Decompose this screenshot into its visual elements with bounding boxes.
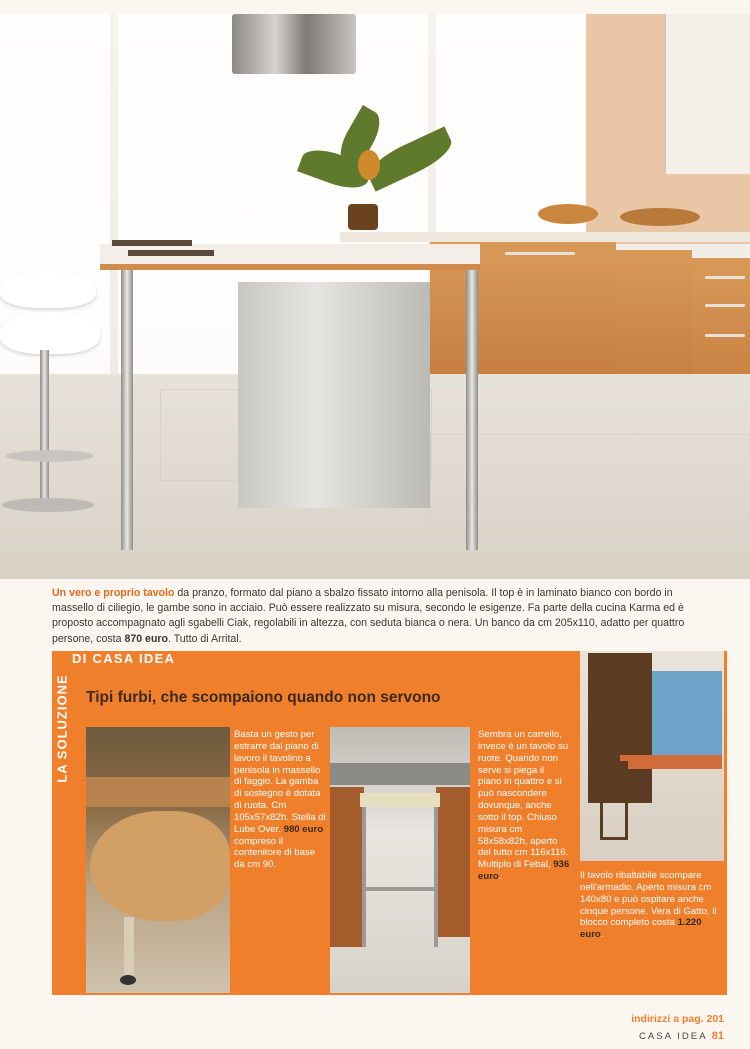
caption-text: da pranzo, formato dal piano a sbalzo fissato intorno alla penisola. Il top è in laminato bianco con bordo in massello di ciliegio, le gambe sono in acciaio. Può essere realizzato su misura, secondo le esigenze. Fa parte della cucina Karma ed è proposto accompagnato agli sgabelli Ciak, regolabili in altezza, con seduta bianca o nera. Un banco da cm 205x110, adatto per quattro persone, costa [52,587,685,645]
photo-caption [52,586,692,647]
page-number: 81 [711,1030,724,1042]
countertop [340,232,750,242]
trolley-leg [362,807,366,947]
trolley-shelf [364,887,436,891]
cabinet [330,787,364,947]
counter [86,777,230,807]
placemat [112,240,192,246]
fruit-bowl [538,204,598,224]
stool-seat [0,312,100,354]
photo-fold-down-table [580,651,724,861]
plant-flower [358,150,380,180]
cabinet-handle [705,304,745,307]
table-leg [124,917,134,981]
stool-base [2,498,94,512]
feature-title: Tipi furbi, che scompaiono quando non servono [86,689,441,706]
item2-body: Sembra un carrello, invece è un tavolo su ruote. Quando non serve si piega il piano in quattro e si può nascondere dovunque, anche sotto il top. Chiuso misura cm 58x58x82h, aperto del tutto cm 116x116. Multiplo di Febal, [478,729,569,871]
trolley-top [360,793,440,807]
table-leg [466,270,478,550]
table-leg [121,270,133,550]
extractor-hood [232,14,356,74]
stool-column [40,350,49,500]
caption-lead: Un vero e proprio tavolo [52,587,175,599]
photo-trolley-table [330,727,470,993]
folio [639,1030,724,1042]
item3-tail: . [600,929,604,941]
caption-tail: . Tutto di Arrital. [168,632,242,645]
item2-tail: . [498,871,502,883]
chair [600,761,628,840]
hob [330,763,470,785]
photo-pullout-table [86,727,230,993]
item2-text [478,729,570,883]
item1-body: Basta un gesto per estrarre dal piano di lavoro il tavolino a penisola in massello di faggio. La gamba di sostegno è dotata di ruota. Cm 105x57x82h. Stella di Lube Over. [234,729,326,835]
table-top [620,755,722,769]
steel-panel [238,282,430,508]
section-label: DI CASA IDEA [72,651,176,666]
item3-text [580,870,720,941]
blue-cabinet [652,671,722,761]
hero-kitchen-photo [0,14,750,579]
item3-price: 1.220 euro [580,917,702,941]
side-label [52,651,72,811]
item1-price: 980 euro [283,823,324,835]
wall-cabinet [664,14,750,174]
cabinet-handle [705,276,745,279]
fruit-bowl [620,208,700,226]
table-top [100,244,480,270]
item2-price: 936 euro [478,859,570,883]
caption-price: 870 euro [124,632,169,645]
stool-base [6,450,94,462]
item1-tail: compreso il contenitore di base da cm 90. [234,835,316,871]
magazine-name: CASA IDEA [638,1031,708,1042]
item1-text [234,729,326,871]
floor-tile [430,434,750,526]
side-label-text: LA SOLUZIONE [54,674,70,783]
stool-seat [0,272,96,308]
item3-body: Il tavolo ribaltabile scompare nell'armadio. Aperto misura cm 140x80 e può ospitare anche cinque persone. Vera di Gatto, il blocco completo costa [580,870,717,929]
address-reference: indirizzi a pag. 201 [631,1013,724,1025]
table-top [90,811,230,921]
wheel [120,975,136,985]
cabinet-handle [505,252,575,255]
plant-pot [348,204,378,230]
placemat [128,250,214,256]
trolley-leg [434,807,438,947]
cabinet [436,787,470,937]
cabinet-handle [705,334,745,337]
